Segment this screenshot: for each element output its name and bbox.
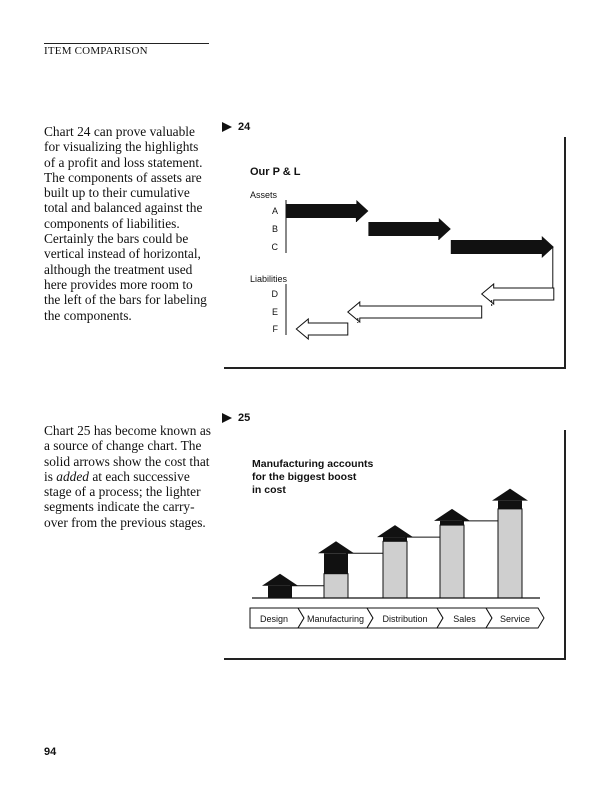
added-segment <box>383 537 407 541</box>
panel-edge <box>564 137 566 369</box>
category-label: B <box>271 224 278 234</box>
header-rule <box>44 43 209 44</box>
carryover-segment <box>383 541 407 598</box>
pl-chart <box>224 137 562 365</box>
liability-bar <box>482 284 554 304</box>
page-number: 94 <box>44 746 57 758</box>
stage-label: Service <box>499 614 531 624</box>
panel-edge <box>564 430 566 660</box>
triangle-marker-icon <box>222 122 232 132</box>
chart25-label <box>222 412 250 424</box>
panel-edge <box>224 658 566 660</box>
chart24-label <box>222 121 250 133</box>
group-label: Assets <box>250 190 278 200</box>
triangle-marker-icon <box>222 413 232 423</box>
stage-label: Sales <box>453 614 476 624</box>
chart25-text-after: at each successive stage of a process; the lighter segments indicate the carry-over from the previous stages. <box>44 468 206 530</box>
chart25-text-before: Chart 25 has become known as a source of change chart. The solid arrows show the cost that is <box>44 423 211 484</box>
asset-bar <box>451 236 554 258</box>
section-header: ITEM COMPARISON <box>44 45 148 57</box>
added-segment <box>324 553 348 573</box>
added-arrowhead <box>434 509 470 521</box>
chart-title: Our P & L <box>250 166 301 178</box>
chart-title: Manufacturing accounts <box>252 458 374 470</box>
chart-title: for the biggest boost <box>252 471 357 483</box>
category-label: D <box>271 289 278 299</box>
category-label: A <box>271 206 278 216</box>
source-of-change-chart <box>224 430 562 656</box>
chart25-text-emphasis: added <box>56 468 90 484</box>
carryover-segment <box>324 574 348 598</box>
carryover-segment <box>498 509 522 598</box>
chart25-number: 25 <box>238 412 251 424</box>
liability-bar <box>296 319 348 339</box>
category-label: E <box>271 307 278 317</box>
category-label: F <box>272 324 278 334</box>
carryover-segment <box>440 525 464 598</box>
chart25-panel <box>224 430 566 660</box>
added-arrowhead <box>262 574 298 586</box>
chart25-description <box>44 423 212 530</box>
chart-title: in cost <box>252 484 286 496</box>
chart24-description: Chart 24 can prove valuable for visualizing the highlights of a profit and loss statement. The components of assets are built up to their cumulative total and balanced against the components of liabilities. Certainly the bars could be vertical instead of horizontal, although the treatment used here provides more room to the left of the bars for labeling the components. <box>44 124 207 323</box>
panel-edge <box>224 367 566 369</box>
added-arrowhead <box>377 525 413 537</box>
stage-label: Design <box>259 614 289 624</box>
stage-label: Manufacturing <box>306 614 365 624</box>
added-segment <box>268 586 292 598</box>
chart24-panel <box>224 137 566 369</box>
stage-label: Distribution <box>382 614 428 624</box>
chart24-number: 24 <box>238 121 251 133</box>
added-arrowhead <box>318 541 354 553</box>
category-label: C <box>271 242 278 252</box>
group-label: Liabilities <box>250 274 288 284</box>
added-arrowhead <box>492 489 528 501</box>
liability-bar <box>348 302 482 322</box>
added-segment <box>440 521 464 525</box>
added-segment <box>498 501 522 509</box>
